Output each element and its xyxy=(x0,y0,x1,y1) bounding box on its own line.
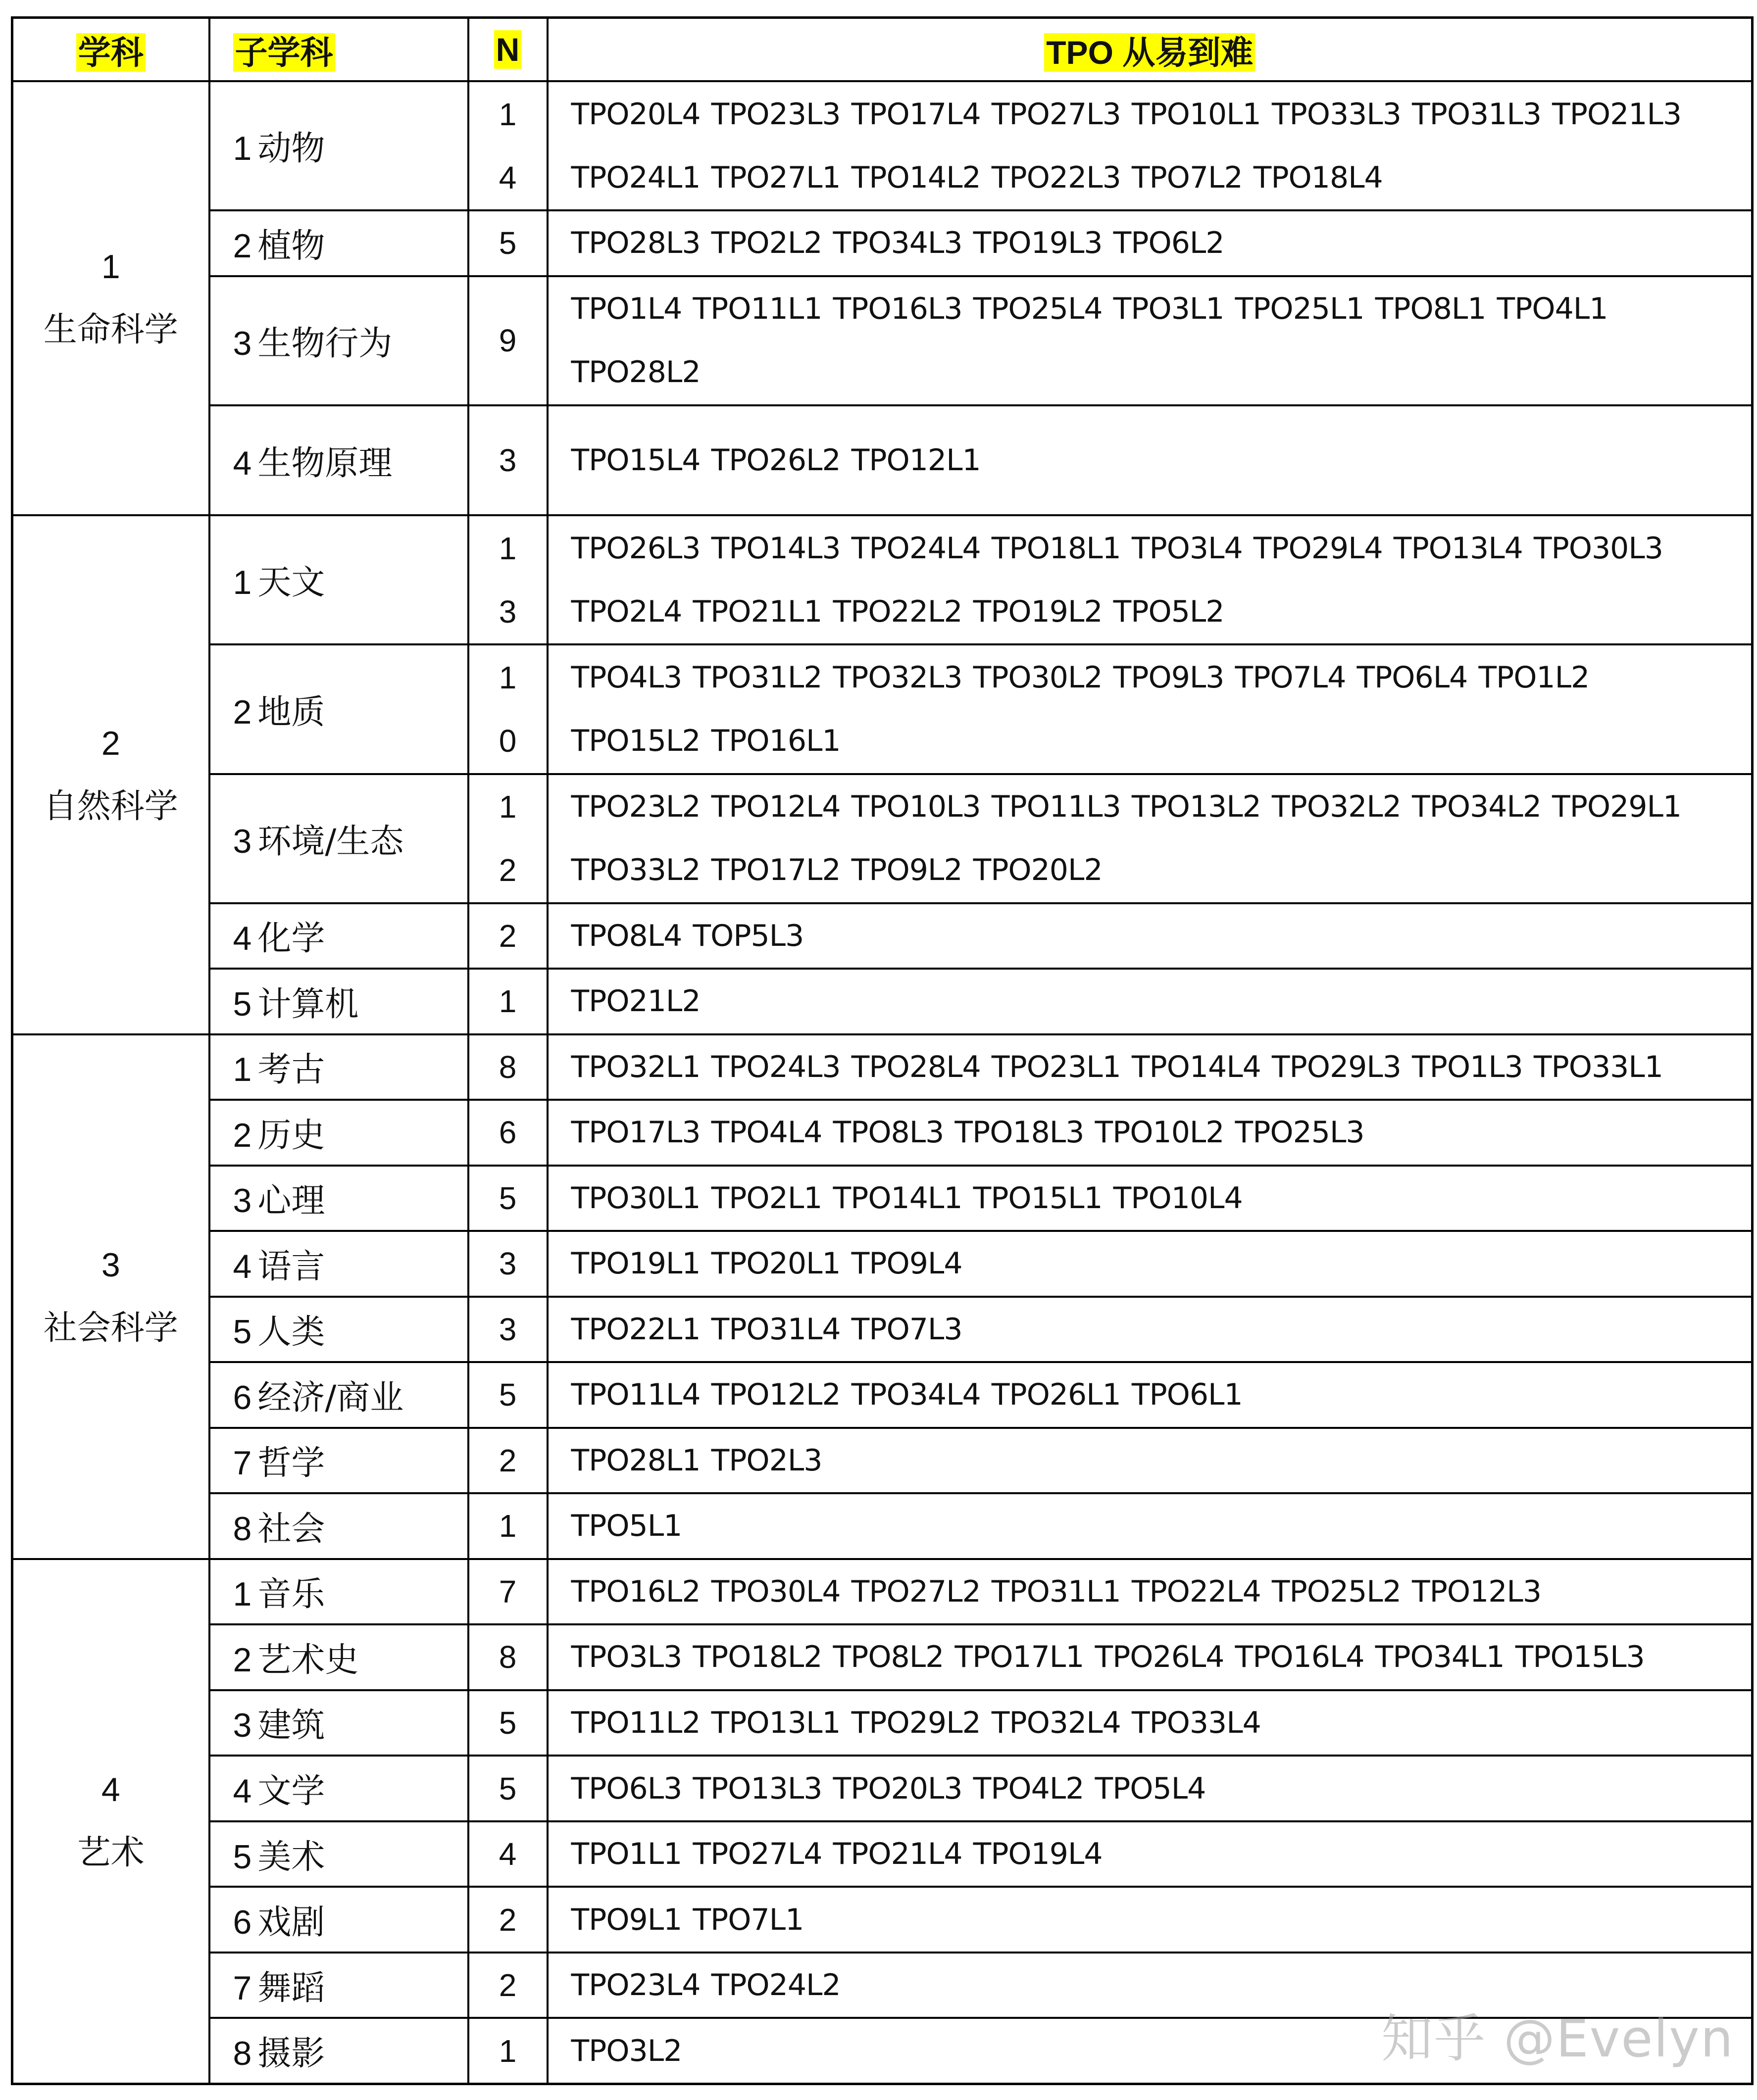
count-digit: 1 xyxy=(499,96,517,132)
subfield-name: 生物行为 xyxy=(257,324,393,363)
table-row xyxy=(12,515,1753,644)
subfield-cell xyxy=(209,903,468,969)
subfield-name: 哲学 xyxy=(257,1444,325,1483)
table-row xyxy=(12,1362,1753,1428)
subfield-cell xyxy=(209,1100,468,1166)
count-digit: 1 xyxy=(499,530,517,566)
count-cell xyxy=(468,1297,548,1363)
table-row xyxy=(12,1624,1753,1690)
count-cell xyxy=(468,1362,548,1428)
count-cell xyxy=(468,1100,548,1166)
header-tpo: TPO 从易到难 xyxy=(548,18,1753,82)
tpo-list-cell xyxy=(548,1887,1753,1953)
tpo-list-cell xyxy=(548,969,1753,1034)
subfield-cell xyxy=(209,2018,468,2084)
count-digit: 1 xyxy=(499,983,517,1020)
tpo-list-line: TPO24L1 TPO27L1 TPO14L2 TPO22L3 TPO7L2 TPO18L4 xyxy=(571,160,1383,195)
tpo-list-line: TPO28L1 TPO2L3 xyxy=(571,1443,822,1478)
table-row xyxy=(12,1690,1753,1756)
subfield-number: 6 xyxy=(233,1378,252,1416)
tpo-category-table xyxy=(11,16,1754,2085)
count-cell xyxy=(468,1034,548,1100)
subfield-name: 舞蹈 xyxy=(257,1968,325,2008)
count-cell xyxy=(468,1166,548,1231)
subfield-name: 地质 xyxy=(257,692,325,732)
count-digit: 1 xyxy=(499,789,517,825)
tpo-list-cell xyxy=(548,1559,1753,1625)
subfield-cell xyxy=(209,1362,468,1428)
subfield-name: 语言 xyxy=(257,1247,325,1286)
tpo-list-cell xyxy=(548,515,1753,644)
tpo-list-line: TPO16L2 TPO30L4 TPO27L2 TPO31L1 TPO22L4 TPO25L2 TPO12L3 xyxy=(571,1574,1541,1609)
tpo-list-cell xyxy=(548,903,1753,969)
subfield-number: 4 xyxy=(233,1247,252,1285)
subfield-number: 3 xyxy=(233,1182,252,1220)
count-digit: 1 xyxy=(499,2033,517,2069)
subfield-number: 2 xyxy=(233,1116,252,1154)
subfield-number: 5 xyxy=(233,985,252,1023)
tpo-list-line: TPO3L3 TPO18L2 TPO8L2 TPO17L1 TPO26L4 TPO16L4 TPO34L1 TPO15L3 xyxy=(571,1640,1645,1675)
subfield-number: 7 xyxy=(233,1969,252,2007)
subject-name: 艺术 xyxy=(77,1833,145,1872)
table-row xyxy=(12,644,1753,774)
tpo-list-cell xyxy=(548,1362,1753,1428)
subfield-name: 考古 xyxy=(257,1050,325,1090)
tpo-list-line: TPO23L4 TPO24L2 xyxy=(571,1968,841,2003)
subfield-cell xyxy=(209,1034,468,1100)
subfield-name: 美术 xyxy=(257,1837,325,1877)
subfield-name: 化学 xyxy=(257,919,325,959)
tpo-list-line: TPO4L3 TPO31L2 TPO32L3 TPO30L2 TPO9L3 TPO7L4 TPO6L4 TPO1L2 xyxy=(571,660,1590,695)
subfield-number: 5 xyxy=(233,1313,252,1351)
tpo-list-line: TPO22L1 TPO31L4 TPO7L3 xyxy=(571,1312,962,1347)
tpo-list-cell xyxy=(548,1624,1753,1690)
subfield-number: 4 xyxy=(233,920,252,958)
header-subfield: 子学科 xyxy=(209,18,468,82)
table-row xyxy=(12,1034,1753,1100)
count-digit: 2 xyxy=(499,1967,517,2003)
tpo-list-line: TPO15L2 TPO16L1 xyxy=(571,724,841,758)
subfield-number: 5 xyxy=(233,1838,252,1876)
tpo-list-line: TPO30L1 TPO2L1 TPO14L1 TPO15L1 TPO10L4 xyxy=(571,1180,1243,1216)
watermark: 知乎 @Evelyn xyxy=(1381,2008,1734,2069)
subfield-number: 1 xyxy=(233,564,252,602)
count-cell xyxy=(468,969,548,1034)
tpo-list-line: TPO26L3 TPO14L3 TPO24L4 TPO18L1 TPO3L4 TPO29L4 TPO13L4 TPO30L3 xyxy=(571,531,1663,566)
tpo-list-cell xyxy=(548,1756,1753,1821)
subfield-cell xyxy=(209,1231,468,1297)
count-digit: 8 xyxy=(499,1049,517,1085)
tpo-list-line: TPO9L1 TPO7L1 xyxy=(571,1902,804,1937)
tpo-list-line: TPO23L2 TPO12L4 TPO10L3 TPO11L3 TPO13L2 TPO32L2 TPO34L2 TPO29L1 xyxy=(571,789,1682,825)
table-row xyxy=(12,1428,1753,1494)
table-body xyxy=(12,81,1753,2084)
subfield-cell xyxy=(209,81,468,210)
table-row xyxy=(12,1756,1753,1821)
subject-cell xyxy=(12,81,209,515)
subfield-cell xyxy=(209,1624,468,1690)
count-digit: 9 xyxy=(499,323,517,359)
subfield-name: 建筑 xyxy=(257,1706,325,1746)
tpo-list-line: TPO3L2 xyxy=(571,2033,682,2068)
table-row xyxy=(12,210,1753,276)
count-digit: 2 xyxy=(499,918,517,954)
subject-cell xyxy=(12,1034,209,1559)
subfield-number: 2 xyxy=(233,227,252,265)
subfield-number: 6 xyxy=(233,1904,252,1942)
subfield-name: 社会 xyxy=(257,1509,325,1549)
count-digit: 5 xyxy=(499,1770,517,1807)
subject-cell xyxy=(12,1559,209,2084)
subfield-name: 艺术史 xyxy=(257,1640,359,1680)
count-digit: 5 xyxy=(499,1377,517,1413)
subfield-cell xyxy=(209,1887,468,1953)
count-digit: 5 xyxy=(499,225,517,261)
count-digit: 4 xyxy=(499,159,517,195)
count-digit: 2 xyxy=(499,1902,517,1938)
count-digit: 0 xyxy=(499,723,517,759)
table-row xyxy=(12,1821,1753,1887)
count-cell xyxy=(468,903,548,969)
count-digit: 5 xyxy=(499,1705,517,1741)
subfield-cell xyxy=(209,1953,468,2018)
subfield-name: 戏剧 xyxy=(257,1903,325,1943)
table-row xyxy=(12,1297,1753,1363)
subject-number: 4 xyxy=(101,1770,120,1808)
subfield-number: 4 xyxy=(233,444,252,482)
tpo-list-line: TPO32L1 TPO24L3 TPO28L4 TPO23L1 TPO14L4 TPO29L3 TPO1L3 TPO33L1 xyxy=(571,1049,1663,1084)
count-cell xyxy=(468,515,548,644)
subfield-number: 3 xyxy=(233,822,252,860)
tpo-list-line: TPO11L4 TPO12L2 TPO34L4 TPO26L1 TPO6L1 xyxy=(571,1377,1243,1413)
subfield-number: 2 xyxy=(233,693,252,731)
subject-number: 3 xyxy=(101,1246,120,1284)
tpo-list-cell xyxy=(548,1493,1753,1559)
header-n: N xyxy=(468,18,548,82)
subfield-cell xyxy=(209,969,468,1034)
tpo-list-cell xyxy=(548,1100,1753,1166)
table-row xyxy=(12,276,1753,405)
subject-cell xyxy=(12,515,209,1034)
tpo-list-line: TPO11L2 TPO13L1 TPO29L2 TPO32L4 TPO33L4 xyxy=(571,1705,1261,1740)
tpo-list-line: TPO17L3 TPO4L4 TPO8L3 TPO18L3 TPO10L2 TPO25L3 xyxy=(571,1115,1364,1150)
subfield-name: 经济/商业 xyxy=(257,1378,404,1417)
tpo-list-cell xyxy=(548,1428,1753,1494)
subfield-cell xyxy=(209,1821,468,1887)
subfield-name: 摄影 xyxy=(257,2034,325,2074)
subfield-name: 人类 xyxy=(257,1313,325,1352)
table-row xyxy=(12,1166,1753,1231)
table-row xyxy=(12,1887,1753,1953)
table-row xyxy=(12,1559,1753,1625)
tpo-list-line: TPO28L2 xyxy=(571,355,701,390)
table-row xyxy=(12,81,1753,210)
subfield-cell xyxy=(209,1428,468,1494)
count-digit: 4 xyxy=(499,1836,517,1872)
tpo-list-cell xyxy=(548,1166,1753,1231)
tpo-list-line: TPO21L2 xyxy=(571,984,701,1019)
table-row xyxy=(12,1231,1753,1297)
subfield-cell xyxy=(209,1690,468,1756)
count-digit: 2 xyxy=(499,852,517,888)
subfield-number: 1 xyxy=(233,1575,252,1613)
subfield-number: 7 xyxy=(233,1444,252,1482)
tpo-list-line: TPO8L4 TOP5L3 xyxy=(571,918,804,953)
table-row xyxy=(12,1100,1753,1166)
tpo-list-cell xyxy=(548,1231,1753,1297)
count-digit: 7 xyxy=(499,1573,517,1610)
subfield-number: 2 xyxy=(233,1641,252,1679)
tpo-list-line: TPO28L3 TPO2L2 TPO34L3 TPO19L3 TPO6L2 xyxy=(571,226,1224,261)
subfield-name: 文学 xyxy=(257,1772,325,1811)
subfield-cell xyxy=(209,276,468,405)
tpo-list-cell xyxy=(548,1821,1753,1887)
table-row xyxy=(12,774,1753,903)
subfield-name: 历史 xyxy=(257,1116,325,1155)
subfield-number: 3 xyxy=(233,1707,252,1745)
subject-name: 生命科学 xyxy=(43,310,178,349)
tpo-list-line: TPO19L1 TPO20L1 TPO9L4 xyxy=(571,1246,962,1281)
tpo-list-line: TPO5L1 xyxy=(571,1509,682,1544)
count-cell xyxy=(468,210,548,276)
subfield-cell xyxy=(209,405,468,516)
tpo-list-cell xyxy=(548,276,1753,405)
count-digit: 1 xyxy=(499,1508,517,1544)
subfield-cell xyxy=(209,515,468,644)
subfield-name: 计算机 xyxy=(257,984,359,1024)
count-digit: 3 xyxy=(499,442,517,479)
subject-number: 1 xyxy=(101,247,120,286)
tpo-list-line: TPO1L4 TPO11L1 TPO16L3 TPO25L4 TPO3L1 TPO25L1 TPO8L1 TPO4L1 xyxy=(571,292,1608,327)
count-digit: 8 xyxy=(499,1639,517,1675)
table-row xyxy=(12,405,1753,516)
tpo-list-cell xyxy=(548,644,1753,774)
subfield-name: 环境/生态 xyxy=(257,822,404,861)
count-cell xyxy=(468,1428,548,1494)
tpo-list-cell xyxy=(548,1034,1753,1100)
count-digit: 3 xyxy=(499,1246,517,1282)
subfield-number: 3 xyxy=(233,324,252,362)
subfield-cell xyxy=(209,1297,468,1363)
count-digit: 2 xyxy=(499,1442,517,1478)
subfield-cell xyxy=(209,1559,468,1625)
count-cell xyxy=(468,1821,548,1887)
count-cell xyxy=(468,1231,548,1297)
subfield-name: 心理 xyxy=(257,1181,325,1221)
count-cell xyxy=(468,644,548,774)
table-row xyxy=(12,1493,1753,1559)
count-cell xyxy=(468,1690,548,1756)
subfield-name: 天文 xyxy=(257,563,325,603)
subfield-cell xyxy=(209,1166,468,1231)
subfield-name: 植物 xyxy=(257,226,325,266)
count-cell xyxy=(468,1493,548,1559)
count-cell xyxy=(468,1887,548,1953)
subfield-cell xyxy=(209,644,468,774)
table-row xyxy=(12,969,1753,1034)
table-row xyxy=(12,903,1753,969)
subfield-number: 4 xyxy=(233,1772,252,1810)
subfield-number: 1 xyxy=(233,1051,252,1089)
subfield-cell xyxy=(209,1493,468,1559)
subfield-name: 生物原理 xyxy=(257,443,393,483)
tpo-list-line: TPO1L1 TPO27L4 TPO21L4 TPO19L4 xyxy=(571,1837,1103,1872)
tpo-list-cell xyxy=(548,1690,1753,1756)
tpo-list-cell xyxy=(548,210,1753,276)
subfield-cell xyxy=(209,774,468,903)
count-digit: 3 xyxy=(499,1311,517,1347)
subfield-number: 8 xyxy=(233,1510,252,1548)
subject-name: 社会科学 xyxy=(43,1308,178,1348)
subfield-name: 音乐 xyxy=(257,1575,325,1614)
header-row xyxy=(12,18,1753,82)
count-digit: 3 xyxy=(499,593,517,630)
tpo-list-line: TPO20L4 TPO23L3 TPO17L4 TPO27L3 TPO10L1 TPO33L3 TPO31L3 TPO21L3 xyxy=(571,97,1682,132)
subject-number: 2 xyxy=(101,724,120,762)
subfield-cell xyxy=(209,1756,468,1821)
count-cell xyxy=(468,1953,548,2018)
tpo-list-line: TPO2L4 TPO21L1 TPO22L2 TPO19L2 TPO5L2 xyxy=(571,594,1224,629)
count-digit: 6 xyxy=(499,1115,517,1151)
tpo-list-cell xyxy=(548,774,1753,903)
tpo-list-cell xyxy=(548,405,1753,516)
count-digit: 5 xyxy=(499,1180,517,1216)
count-cell xyxy=(468,774,548,903)
count-cell xyxy=(468,276,548,405)
subfield-number: 8 xyxy=(233,2035,252,2073)
count-cell xyxy=(468,405,548,516)
header-subject: 学科 xyxy=(12,18,209,82)
count-cell xyxy=(468,1624,548,1690)
tpo-list-cell xyxy=(548,81,1753,210)
subfield-number: 1 xyxy=(233,130,252,168)
count-cell xyxy=(468,2018,548,2084)
tpo-list-line: TPO15L4 TPO26L2 TPO12L1 xyxy=(571,443,981,478)
subfield-cell xyxy=(209,210,468,276)
tpo-list-line: TPO6L3 TPO13L3 TPO20L3 TPO4L2 TPO5L4 xyxy=(571,1771,1206,1806)
tpo-list-line: TPO33L2 TPO17L2 TPO9L2 TPO20L2 xyxy=(571,853,1103,888)
count-cell xyxy=(468,1756,548,1821)
count-cell xyxy=(468,1559,548,1625)
count-digit: 1 xyxy=(499,660,517,695)
subject-name: 自然科学 xyxy=(43,786,178,826)
subfield-name: 动物 xyxy=(257,129,325,169)
tpo-list-cell xyxy=(548,1297,1753,1363)
count-cell xyxy=(468,81,548,210)
